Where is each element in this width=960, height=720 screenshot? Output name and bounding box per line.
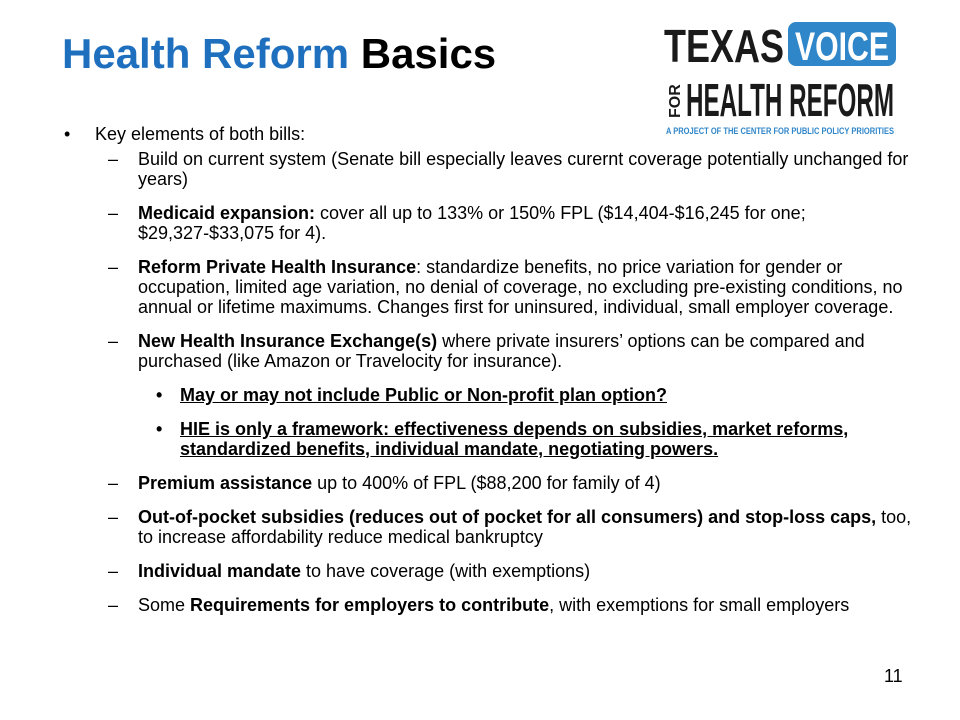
item-bold-text: Reform Private Health Insurance	[138, 257, 417, 277]
item-bold-text: New Health Insurance Exchange(s)	[138, 331, 438, 351]
item-text: where private insurers’ options can be compared and purchased (like Amazon or Travelocity for insurance).	[138, 331, 865, 371]
logo-word-voice: VOICE	[795, 25, 889, 69]
dash-marker: –	[108, 257, 119, 277]
dash-marker: –	[108, 473, 119, 493]
dash-marker: –	[108, 561, 119, 581]
title-highlight: Health Reform	[62, 30, 350, 77]
title-rest: Basics	[360, 30, 497, 77]
item-text: , with exemptions for small employers	[549, 595, 850, 615]
item-text: Build on current system (Senate bill especially leaves curernt coverage potentially unchanged for years)	[138, 149, 909, 189]
logo-word-texas: TEXAS	[664, 20, 784, 72]
bullet-dot: •	[156, 385, 163, 405]
item-text: up to 400% of FPL ($88,200 for family of 4)	[312, 473, 661, 493]
logo-word-for: FOR	[667, 84, 684, 118]
list-item	[64, 149, 920, 189]
item-text: to have coverage (with exemptions)	[301, 561, 591, 581]
list-item	[64, 331, 920, 371]
page-number: 11	[884, 666, 903, 686]
logo-tagline: A PROJECT OF THE CENTER FOR PUBLIC POLICY PRIORITIES	[666, 126, 894, 136]
texas-voice-logo	[662, 18, 898, 140]
item-text: : standardize benefits, no price variation for gender or occupation, limited age variation, no denial of coverage, no excluding pre-existing conditions, no annual or lifetime maximums. Changes first for uninsured, individual, small employer coverage.	[138, 257, 903, 317]
sub-item-text: HIE is only a framework: effectiveness depends on subsidies, market reforms, standardized benefits, individual mandate, negotiating powers.	[180, 419, 849, 459]
item-text: too, to increase affordability reduce medical bankruptcy	[138, 507, 912, 547]
list-item	[64, 257, 920, 317]
bullet-dot: •	[64, 124, 71, 144]
list-item	[64, 595, 920, 615]
dash-marker: –	[108, 149, 119, 169]
item-bold-text: Premium assistance	[138, 473, 313, 493]
bullet-intro	[64, 124, 920, 144]
bullet-dot: •	[156, 419, 163, 439]
list-item	[64, 203, 920, 243]
item-text: Some	[138, 595, 191, 615]
slide-body	[64, 124, 920, 629]
slide-title	[62, 30, 496, 78]
item-text: cover all up to 133% or 150% FPL ($14,404-$16,245 for one; $29,327-$33,075 for 4).	[138, 203, 806, 243]
dash-marker: –	[108, 595, 119, 615]
sub-list-item	[64, 419, 920, 459]
dash-marker: –	[108, 203, 119, 223]
dash-marker: –	[108, 507, 119, 527]
item-bold-text: Requirements for employers to contribute	[190, 595, 550, 615]
item-bold-text: Individual mandate	[138, 561, 302, 581]
bullet-intro-text: Key elements of both bills:	[95, 124, 306, 144]
sub-item-text: May or may not include Public or Non-profit plan option?	[180, 385, 667, 405]
list-item	[64, 473, 920, 493]
list-item	[64, 561, 920, 581]
item-bold-text: Out-of-pocket subsidies (reduces out of pocket for all consumers) and stop-loss caps,	[138, 507, 877, 527]
dash-marker: –	[108, 331, 119, 351]
logo-graphic	[662, 18, 898, 140]
item-bold-text: Medicaid expansion:	[138, 203, 316, 223]
sub-list-item	[64, 385, 920, 405]
logo-word-health-reform: HEALTH REFORM	[686, 74, 894, 126]
list-item	[64, 507, 920, 547]
